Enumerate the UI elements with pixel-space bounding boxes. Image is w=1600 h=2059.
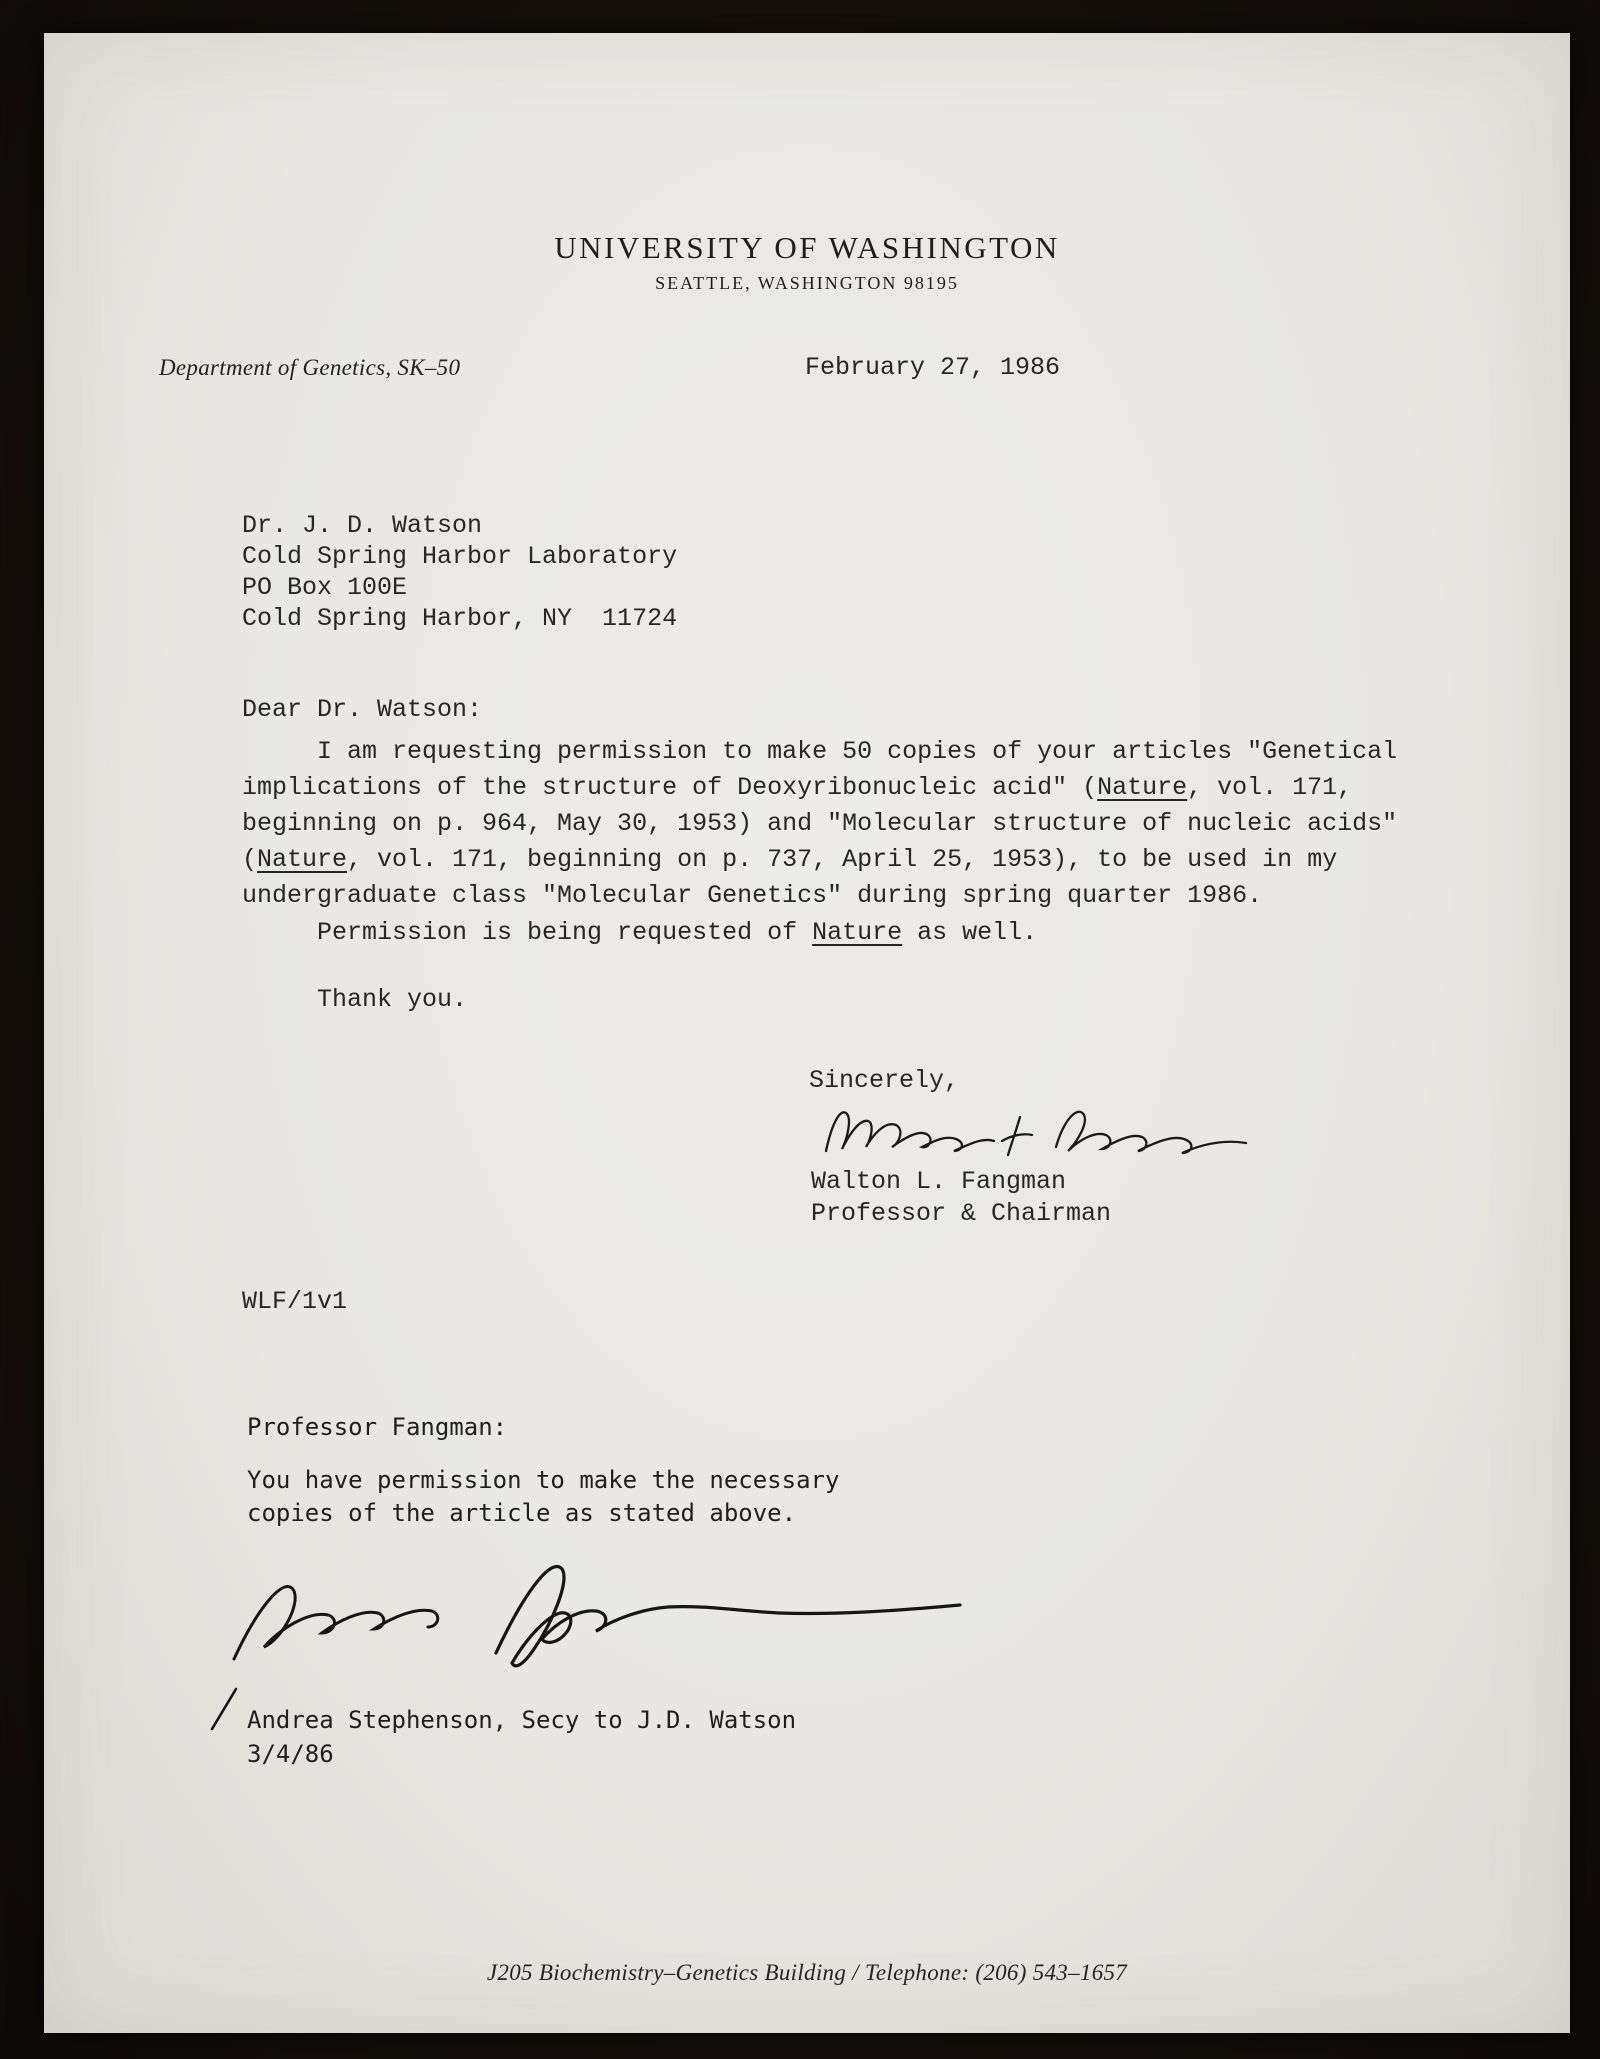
note-signer: Andrea Stephenson, Secy to J.D. Watson (247, 1706, 797, 1734)
body-line (242, 915, 1037, 951)
sender-title: Professor & Chairman (811, 1199, 1112, 1228)
note-line: You have permission to make the necessary (247, 1466, 840, 1494)
recipient-po-box: PO Box 100E (242, 573, 408, 602)
nature-journal-underlined: Nature (257, 845, 348, 874)
text-segment: undergraduate class "Molecular Genetics" during spring quarter 1986. (242, 881, 1263, 910)
letterhead-university: UNIVERSITY OF WASHINGTON (554, 230, 1060, 265)
letterhead-address: SEATTLE, WASHINGTON 98195 (655, 273, 959, 293)
recipient-city-state-zip: Cold Spring Harbor, NY 11724 (242, 604, 678, 633)
recipient-address-block (242, 510, 677, 634)
closing-sincerely: Sincerely, (809, 1066, 960, 1095)
footer-address-line: J205 Biochemistry–Genetics Building / Telephone: (206) 543–1657 (486, 1960, 1128, 1985)
nature-journal-underlined: Nature (812, 918, 903, 947)
body-line (242, 878, 1397, 914)
body-line (242, 806, 1397, 842)
note-line: copies of the article as stated above. (247, 1499, 797, 1527)
text-segment: , vol. 171, beginning on p. 737, April 25, 1953), to be used in my (347, 845, 1338, 874)
body-paragraph-2 (242, 915, 1037, 951)
text-segment: I am requesting permission to make 50 copies of your articles "Genetical (242, 737, 1398, 766)
letter-date: February 27, 1986 (805, 353, 1061, 382)
recipient-organization: Cold Spring Harbor Laboratory (242, 542, 678, 571)
reference-initials: WLF/1v1 (242, 1287, 348, 1316)
body-line (242, 842, 1397, 878)
body-paragraph-3: Thank you. (242, 985, 468, 1014)
note-heading: Professor Fangman: (247, 1413, 508, 1441)
body-line (242, 770, 1397, 806)
recipient-name: Dr. J. D. Watson (242, 511, 483, 540)
text-segment: ( (242, 845, 258, 874)
text-segment: as well. (902, 918, 1038, 947)
text-segment: , vol. 171, (1187, 773, 1353, 802)
department-line: Department of Genetics, SK–50 (159, 355, 461, 380)
salutation: Dear Dr. Watson: (242, 695, 483, 724)
sender-block (811, 1166, 1111, 1230)
body-line (242, 734, 1397, 770)
text-segment: beginning on p. 964, May 30, 1953) and "Molecular structure of nucleic acids" (242, 809, 1398, 838)
nature-journal-underlined: Nature (1097, 773, 1188, 802)
text-segment: Permission is being requested of (242, 918, 813, 947)
body-paragraph-1 (242, 734, 1397, 914)
note-body (247, 1464, 839, 1530)
sender-name: Walton L. Fangman (811, 1167, 1067, 1196)
text-segment: implications of the structure of Deoxyribonucleic acid" ( (242, 773, 1098, 802)
letterhead (44, 230, 1570, 294)
letter-page (44, 33, 1570, 2033)
note-date: 3/4/86 (247, 1740, 334, 1768)
